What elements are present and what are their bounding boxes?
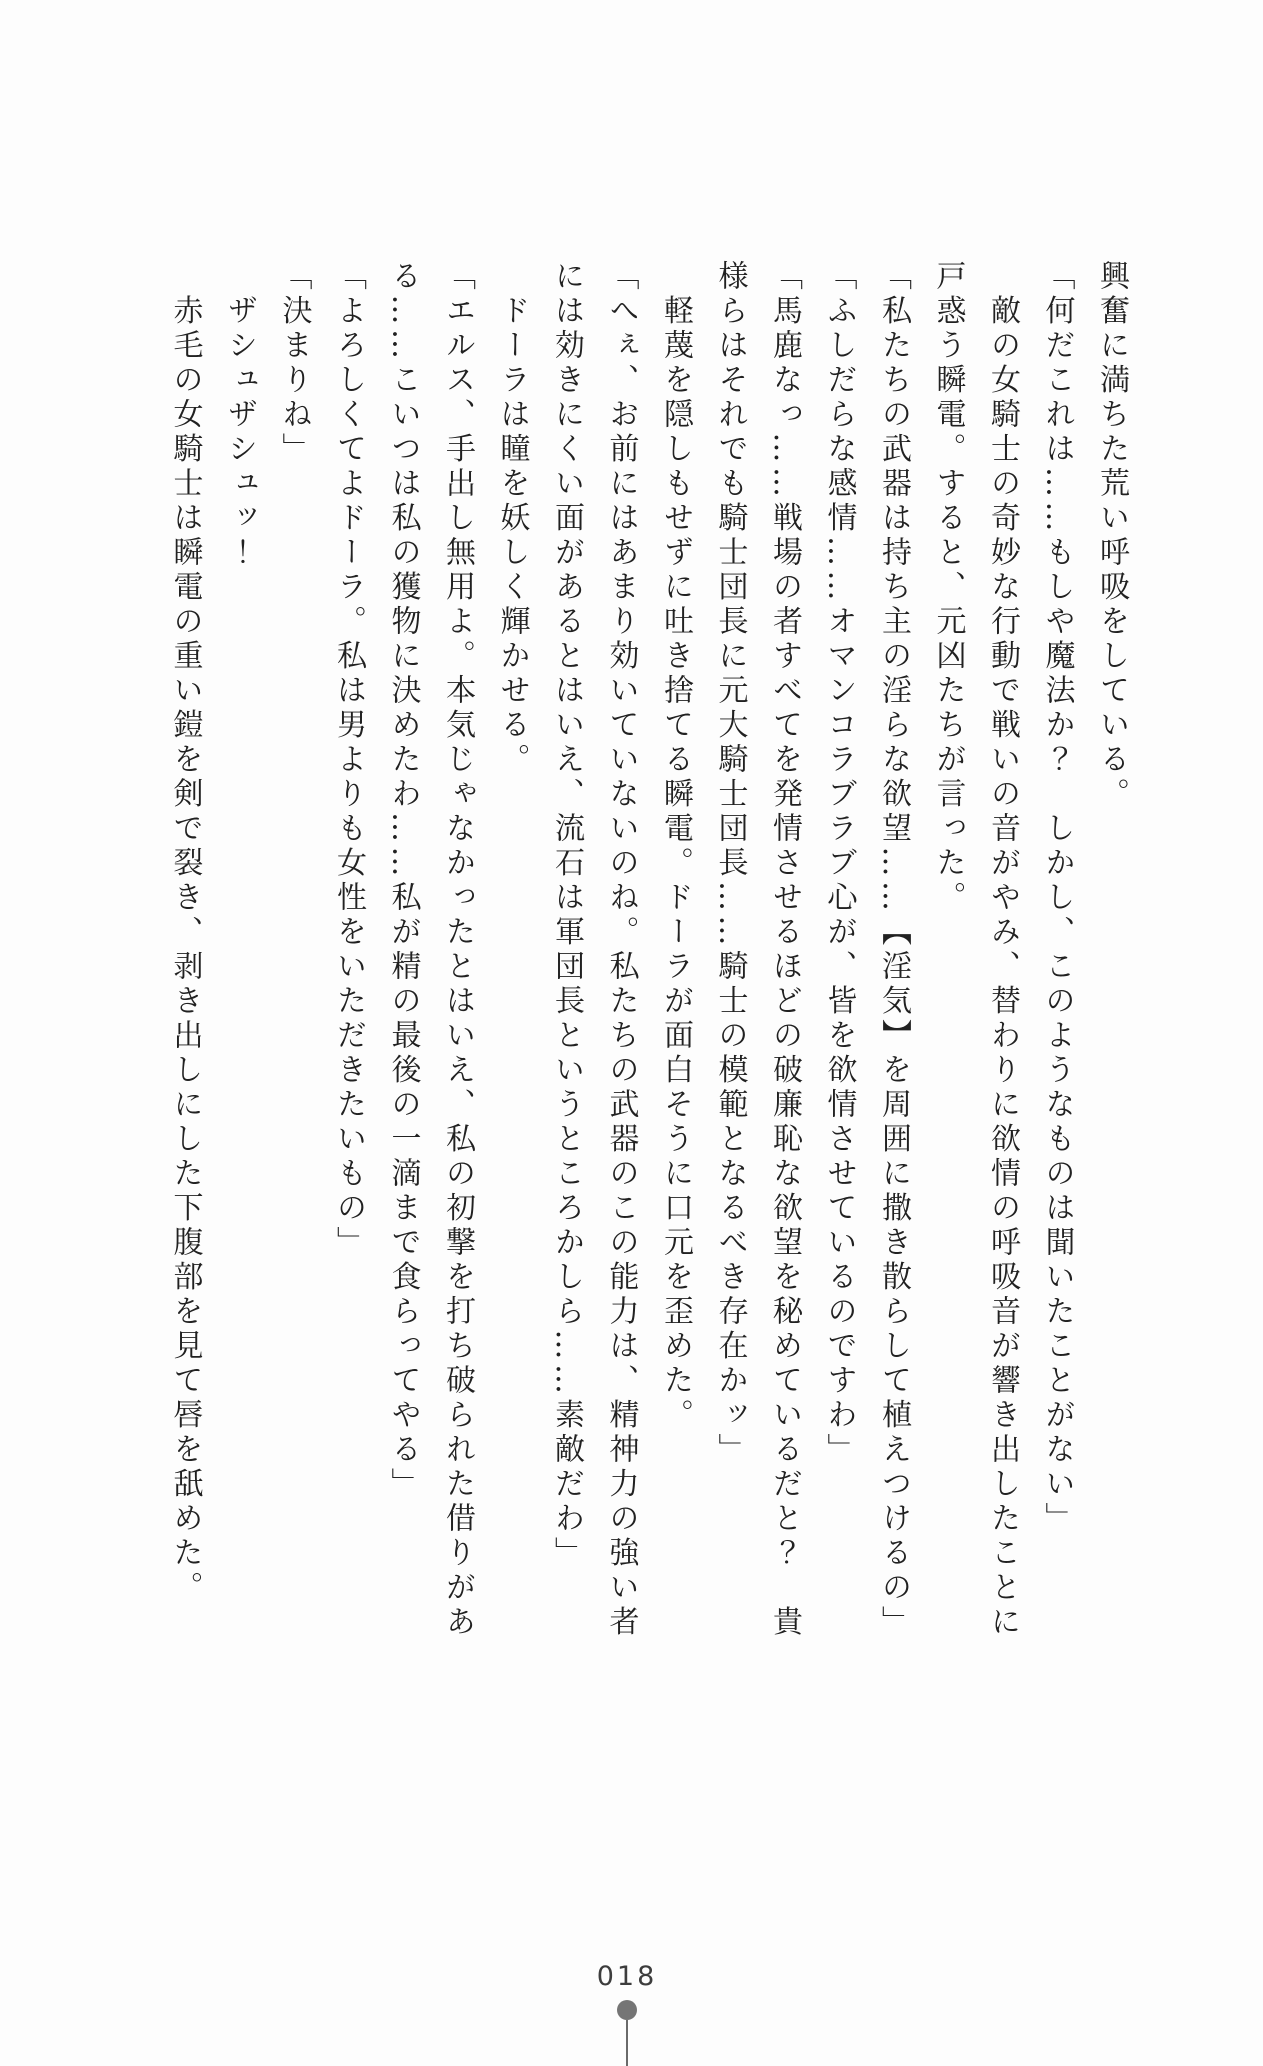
paragraph-line: 「エルス、手出し無用よ。本気じゃなかったとはいえ、私の初撃を打ち破られた借りがある……こいつは私の獲物に決めたわ……私が精の最後の一滴まで食らってやる」 xyxy=(385,260,475,1640)
paragraph-line: 赤毛の女騎士は瞬電の重い鎧を剣で裂き、剥き出しにした下腹部を見て唇を舐めた。 xyxy=(167,260,203,1606)
page-number: 018 xyxy=(596,1961,658,1992)
paragraph-line: 興奮に満ちた荒い呼吸をしている。 xyxy=(1094,260,1129,812)
paragraph-line: 「よろしくてよドーラ。私は男よりも女性をいただきたいもの」 xyxy=(331,260,366,1261)
paragraph-line: 「私たちの武器は持ち主の淫らな欲望……【淫気】を周囲に撒き散らして植えつけるの」 xyxy=(876,260,911,1640)
paragraph-line: ドーラは瞳を妖しく輝かせる。 xyxy=(494,260,530,778)
paragraph-line: 「ふしだらな感情……オマンコラブラブ心が、皆を欲情させているのですわ」 xyxy=(821,260,857,1468)
footer-line-ornament xyxy=(626,2020,628,2066)
page-footer xyxy=(0,1962,1254,2066)
paragraph-line: 「馬鹿なっ……戦場の者すべてを発情させるほどの破廉恥な欲望を秘めているだと？ 貴様らはそれでも騎士団長に元大騎士団長……騎士の模範となるべき存在かッ」 xyxy=(712,260,802,1640)
footer-dot-ornament xyxy=(617,2000,637,2020)
paragraph-line: 「へぇ、お前にはあまり効いていないのね。私たちの武器のこの能力は、精神力の強い者には効きにくい面があるとはいえ、流石は軍団長というところかしら……素敵だわ」 xyxy=(549,260,639,1640)
page-text xyxy=(157,260,1138,1642)
paragraph-line: ザシュザシュッ！ xyxy=(222,260,257,571)
paragraph-line: 「決まりね」 xyxy=(276,260,312,467)
paragraph-line: 軽蔑を隠しもせずに吐き捨てる瞬電。ドーラが面白そうに口元を歪めた。 xyxy=(658,260,693,1433)
paragraph-line: 「何だこれは……もしや魔法か？ しかし、このようなものは聞いたことがない」 xyxy=(1039,260,1075,1537)
paragraph-line: 敵の女騎士の奇妙な行動で戦いの音がやみ、替わりに欲情の呼吸音が響き出したことに戸惑う瞬電。すると、元凶たちが言った。 xyxy=(930,260,1020,1640)
